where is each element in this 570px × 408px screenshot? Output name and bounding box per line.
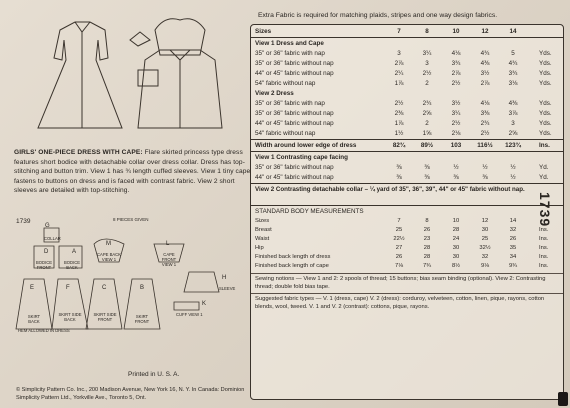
divider bbox=[251, 273, 563, 274]
row-label: Finished back length of cape bbox=[255, 263, 329, 269]
divider bbox=[251, 183, 563, 184]
cell: 34 bbox=[509, 254, 517, 260]
row-label: 44" or 45" fabric without nap bbox=[255, 120, 334, 127]
yardage-row bbox=[251, 59, 563, 69]
pattern-pieces-diagram bbox=[14, 224, 250, 334]
row-label: 35" or 36" fabric without nap bbox=[255, 60, 334, 67]
measurement-row bbox=[251, 253, 563, 262]
cell: 3⅞ bbox=[508, 110, 518, 117]
row-label: STANDARD BODY MEASUREMENTS bbox=[255, 208, 364, 215]
cell: 25 bbox=[481, 236, 489, 242]
divider bbox=[251, 205, 563, 206]
facing-header bbox=[251, 153, 563, 163]
cell: ⅜ bbox=[424, 164, 430, 171]
cell: ½ bbox=[453, 164, 459, 171]
cell: ⅜ bbox=[424, 174, 430, 181]
cell: 30 bbox=[452, 254, 460, 260]
cell: 82¾ bbox=[392, 142, 406, 149]
cell: 28 bbox=[423, 254, 431, 260]
row-label: 54" fabric without nap bbox=[255, 130, 316, 137]
row-label: 54" fabric without nap bbox=[255, 80, 316, 87]
cell: 4¾ bbox=[508, 60, 518, 67]
cell: 28 bbox=[423, 245, 431, 251]
sewing-notions: Sewing notions — View 1 and 2: 2 spools of thread; 15 buttons; bias seam binding (optional). View 2: Contrasting thread; double fold bias tape. bbox=[255, 276, 546, 290]
yardage-row bbox=[251, 69, 563, 79]
piece-m-letter: M bbox=[106, 241, 111, 247]
piece-c-letter: C bbox=[102, 285, 107, 291]
cell: 27 bbox=[395, 245, 403, 251]
cell: 9¾ bbox=[508, 263, 518, 269]
yardage-row bbox=[251, 79, 563, 89]
cell: 3½ bbox=[480, 70, 490, 77]
cell: 3 bbox=[511, 120, 515, 127]
cell: 8 bbox=[425, 218, 429, 224]
description bbox=[14, 148, 252, 196]
copyright: © Simplicity Pattern Co. Inc., 200 Madison Avenue, New York 16, N. Y. In Canada: Dominion Simplicity Pattern Ltd., Yorkville Ave., Toronto 5, Ont. bbox=[16, 387, 245, 401]
cell: 35 bbox=[509, 245, 517, 251]
piece-f-name: SKIRT SIDE BACK bbox=[58, 312, 82, 322]
piece-e-letter: E bbox=[30, 285, 35, 291]
cell: 2½ bbox=[422, 70, 432, 77]
printed-note: Printed in U. S. A. bbox=[128, 371, 180, 378]
cell: 8 bbox=[425, 28, 429, 35]
unit: Yds. bbox=[539, 80, 552, 87]
cell: ½ bbox=[510, 164, 516, 171]
cell: 2½ bbox=[451, 80, 461, 87]
cell: 28 bbox=[452, 227, 460, 233]
yardage-panel bbox=[250, 10, 568, 400]
cell: 3⅛ bbox=[508, 80, 518, 87]
piece-a-name: BODICE BACK bbox=[63, 260, 81, 270]
cell: 3¾ bbox=[508, 70, 518, 77]
view-header bbox=[251, 39, 563, 49]
row-label: 35" or 36" fabric without nap bbox=[255, 110, 334, 117]
cell: 22½ bbox=[393, 236, 405, 242]
cell: 4⅜ bbox=[480, 60, 490, 67]
divider bbox=[251, 139, 563, 140]
row-label: Sizes bbox=[255, 28, 272, 35]
cell: 4⅛ bbox=[480, 100, 490, 107]
piece-g-name: COLLAR bbox=[44, 236, 61, 241]
cell: 26 bbox=[395, 254, 403, 260]
cell: 4⅛ bbox=[451, 50, 461, 57]
unit: Ins. bbox=[539, 263, 549, 269]
piece-e-name: SKIRT BACK bbox=[27, 314, 41, 324]
unit: Yd. bbox=[539, 174, 549, 181]
cell: 10 bbox=[452, 218, 460, 224]
cell: 7 bbox=[397, 218, 401, 224]
piece-a-letter: A bbox=[72, 249, 77, 255]
row-label: 35" or 36" fabric with nap bbox=[255, 50, 325, 57]
dress-illustration bbox=[30, 10, 230, 140]
left-panel bbox=[8, 6, 251, 404]
cell: 1⅞ bbox=[394, 120, 404, 127]
measurements-title bbox=[251, 207, 563, 217]
sizes-row bbox=[251, 27, 563, 37]
row-label: 35" or 36" fabric without nap bbox=[255, 164, 334, 171]
divider bbox=[251, 37, 563, 38]
cell: 14 bbox=[509, 28, 517, 35]
cell: ½ bbox=[510, 174, 516, 181]
measurement-row bbox=[251, 262, 563, 271]
unit: Ins. bbox=[539, 236, 549, 242]
extra-fabric-note: Extra Fabric is required for matching plaids, stripes and one way design fabrics. bbox=[258, 12, 498, 19]
cell: 2½ bbox=[480, 130, 490, 137]
cell: ⅜ bbox=[396, 174, 402, 181]
cell: 2½ bbox=[394, 100, 404, 107]
cell: 5 bbox=[511, 50, 515, 57]
divider bbox=[251, 151, 563, 152]
cell: 2⅞ bbox=[394, 60, 404, 67]
cell: ⅜ bbox=[396, 164, 402, 171]
corner-mark bbox=[558, 392, 568, 406]
seam-note: HEM ALLOWED IN DRESS bbox=[18, 328, 70, 333]
cell: 2⅞ bbox=[480, 80, 490, 87]
cell: 2⅝ bbox=[508, 130, 518, 137]
cell: 103 bbox=[450, 142, 462, 149]
cell: 1½ bbox=[394, 130, 404, 137]
unit: Yd. bbox=[539, 164, 549, 171]
cell: 4⅜ bbox=[508, 100, 518, 107]
unit: Yds. bbox=[539, 130, 552, 137]
row-label: Waist bbox=[255, 236, 270, 242]
row-label: 35" or 36" fabric with nap bbox=[255, 100, 325, 107]
row-label: Sizes bbox=[255, 218, 270, 224]
cell: 2⅛ bbox=[451, 130, 461, 137]
cell: 2½ bbox=[451, 120, 461, 127]
cell: 2⅜ bbox=[394, 110, 404, 117]
width-row bbox=[251, 141, 563, 151]
yardage-row bbox=[251, 49, 563, 59]
collar-note: View 2 Contrasting detachable collar – ¼ yard of 35", 36", 39", 44" or 45" fabric without nap. bbox=[255, 186, 525, 193]
cell: 1⅝ bbox=[422, 130, 432, 137]
piece-b-name: SKIRT FRONT bbox=[134, 314, 150, 324]
cell: 30 bbox=[452, 245, 460, 251]
unit: Ins. bbox=[539, 227, 549, 233]
unit: Yds. bbox=[539, 120, 552, 127]
description-body: Flare skirted princess type dress features short bodice with detachable collar over dress collar. Dress has top-stitching and button trim. View 1 has ¾ length cuffed sleeves. View 1 tiny cape fastens to buttons on dress and is faced with contrast fabric. View 2 short sleeves are detailed with top-stitching. bbox=[14, 149, 251, 195]
measurement-row bbox=[251, 235, 563, 244]
cell: 2¾ bbox=[480, 120, 490, 127]
cell: 89½ bbox=[420, 142, 434, 149]
cell: 7¾ bbox=[422, 263, 432, 269]
piece-l-letter: L bbox=[166, 241, 170, 247]
row-label: Finished back length of dress bbox=[255, 254, 331, 260]
cell: 2⅝ bbox=[422, 110, 432, 117]
cell: 26 bbox=[423, 227, 431, 233]
piece-g-letter: G bbox=[45, 223, 50, 229]
unit: Ins. bbox=[539, 254, 549, 260]
row-label: 44" or 45" fabric without nap bbox=[255, 70, 334, 77]
side-pattern-number: 1739 bbox=[537, 192, 553, 228]
unit: Ins. bbox=[539, 142, 550, 149]
cell: 32 bbox=[509, 227, 517, 233]
piece-c-name: SKIRT SIDE FRONT bbox=[93, 312, 117, 322]
cell: 8½ bbox=[451, 263, 461, 269]
row-label: 44" or 45" fabric without nap bbox=[255, 174, 334, 181]
unit: Yds. bbox=[539, 110, 552, 117]
yardage-row bbox=[251, 109, 563, 119]
cell: 30 bbox=[481, 227, 489, 233]
row-label: View 2 Dress bbox=[255, 90, 294, 97]
piece-m-name: CAPE BACK VIEW 1 bbox=[97, 252, 121, 262]
cell: 2 bbox=[425, 120, 429, 127]
cell: 2⅞ bbox=[451, 70, 461, 77]
cell: 3 bbox=[397, 50, 401, 57]
cell: 9⅛ bbox=[480, 263, 490, 269]
unit: Ins. bbox=[539, 245, 549, 251]
measurement-row bbox=[251, 217, 563, 226]
cell: 24 bbox=[452, 236, 460, 242]
cell: 1⅞ bbox=[394, 80, 404, 87]
cell: 32½ bbox=[479, 245, 491, 251]
facing-row bbox=[251, 163, 563, 173]
cell: ⅜ bbox=[453, 174, 459, 181]
piece-h-name: SLEEVE bbox=[219, 286, 236, 291]
cell: 26 bbox=[509, 236, 517, 242]
cell: 14 bbox=[509, 218, 517, 224]
piece-f-letter: F bbox=[66, 285, 70, 291]
cell: 7 bbox=[397, 28, 401, 35]
unit: Yds. bbox=[539, 60, 552, 67]
cell: 3¼ bbox=[451, 110, 461, 117]
cell: 25 bbox=[395, 227, 403, 233]
row-label: View 1 Dress and Cape bbox=[255, 40, 324, 47]
view-header bbox=[251, 89, 563, 99]
cell: 3 bbox=[425, 60, 429, 67]
divider bbox=[251, 293, 563, 294]
cell: 3½ bbox=[451, 100, 461, 107]
cell: ⅜ bbox=[482, 174, 488, 181]
measurement-row bbox=[251, 226, 563, 235]
cell: 2 bbox=[425, 80, 429, 87]
yardage-table bbox=[250, 24, 564, 400]
cell: 2¾ bbox=[422, 100, 432, 107]
pieces-given: 8 PIECES GIVEN bbox=[113, 217, 149, 222]
row-label: View 1 Contrasting cape facing bbox=[255, 154, 348, 161]
suggested-fabrics: Suggested fabric types — V. 1 (dress, cape) V. 2 (dress): corduroy, velveteen, cotton, linen, pique, rayons, cotton blends, wool, tweed. V. 1 and V. 2 (contrast): cottons, pique, rayons. bbox=[255, 296, 545, 310]
cell: 3¾ bbox=[451, 60, 461, 67]
facing-row bbox=[251, 173, 563, 183]
piece-l-name: CAPE FRONT VIEW 1 bbox=[161, 252, 177, 267]
cell: 7⅛ bbox=[394, 263, 404, 269]
cell: 32 bbox=[481, 254, 489, 260]
unit: Yds. bbox=[539, 50, 552, 57]
piece-d-name: BODICE FRONT bbox=[35, 260, 53, 270]
description-title: GIRLS' ONE-PIECE DRESS WITH CAPE: bbox=[14, 149, 143, 156]
cell: 3¼ bbox=[422, 50, 432, 57]
unit: Yds. bbox=[539, 100, 552, 107]
piece-h-letter: H bbox=[222, 275, 227, 281]
yardage-row bbox=[251, 129, 563, 139]
piece-k-name: CUFF VIEW 1 bbox=[176, 312, 203, 317]
cell: 12 bbox=[481, 28, 489, 35]
yardage-row bbox=[251, 119, 563, 129]
piece-k-letter: K bbox=[202, 301, 207, 307]
cell: 116½ bbox=[477, 142, 493, 149]
row-label: Breast bbox=[255, 227, 272, 233]
cell: 123¾ bbox=[505, 142, 521, 149]
yardage-row bbox=[251, 99, 563, 109]
piece-d-letter: D bbox=[44, 249, 49, 255]
cell: ½ bbox=[482, 164, 488, 171]
piece-b-letter: B bbox=[140, 285, 145, 291]
row-label: Width around lower edge of dress bbox=[255, 142, 357, 149]
measurement-row bbox=[251, 244, 563, 253]
cell: 23 bbox=[423, 236, 431, 242]
cell: 10 bbox=[452, 28, 460, 35]
cell: 2¼ bbox=[394, 70, 404, 77]
cell: 4¾ bbox=[480, 50, 490, 57]
cell: 12 bbox=[481, 218, 489, 224]
unit: Yds. bbox=[539, 70, 552, 77]
row-label: Hip bbox=[255, 245, 264, 251]
cell: 3⅜ bbox=[480, 110, 490, 117]
pattern-number: 1739 bbox=[16, 218, 31, 225]
